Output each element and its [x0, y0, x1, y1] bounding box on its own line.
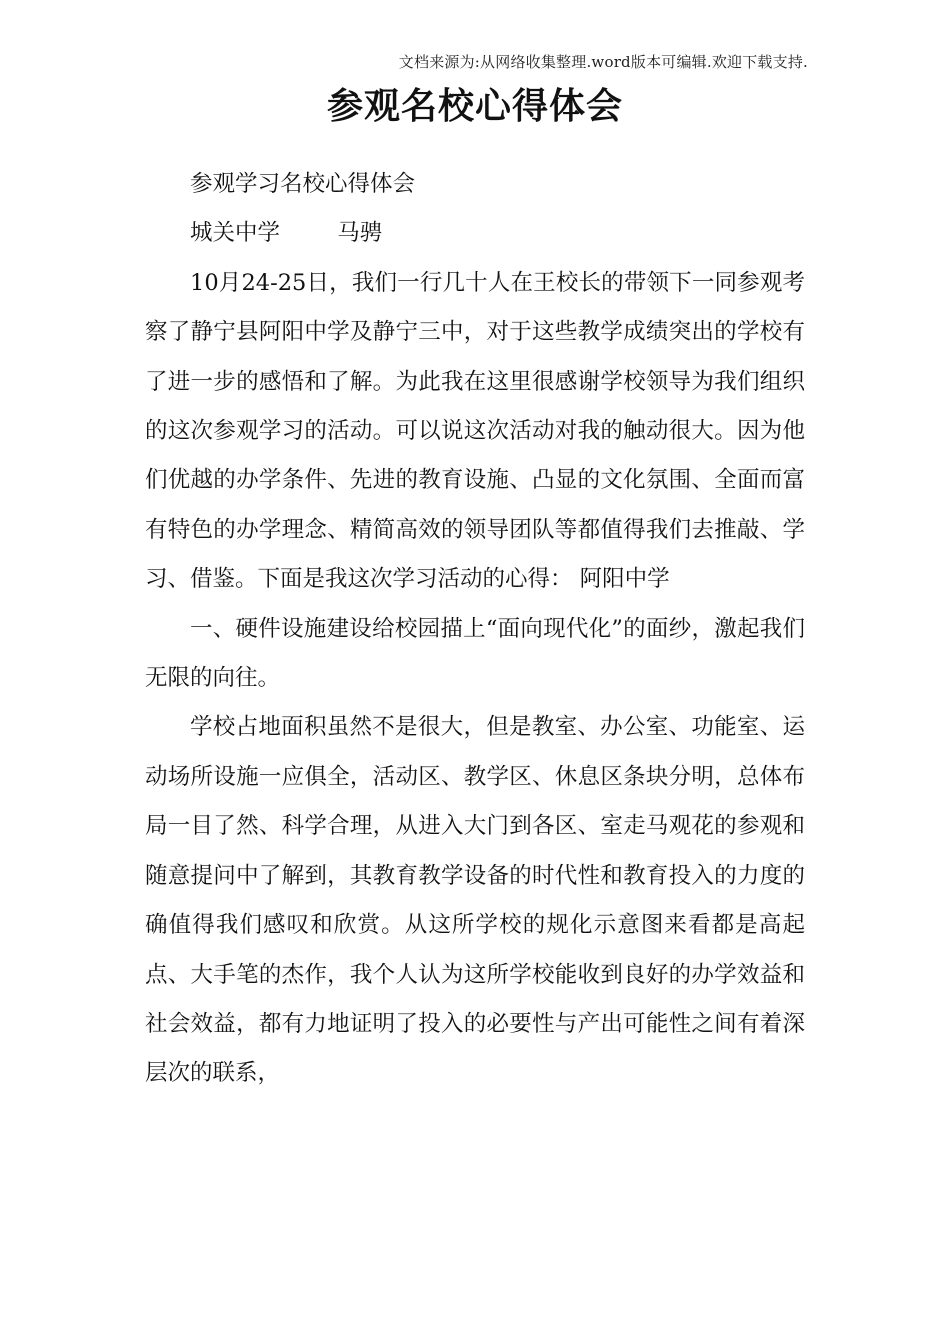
paragraph-2: 一、硬件设施建设给校园描上“面向现代化”的面纱，激起我们无限的向往。	[145, 615, 805, 692]
paragraph-3: 学校占地面积虽然不是很大，但是教室、办公室、功能室、运动场所设施一应俱全，活动区、教学区、休息区条块分明，总体布局一目了然、科学合理，从进入大门到各区、室走马观花的参观和随意提问中了解到，其教育教学设备的时代性和教育投入的力度的确值得我们感叹和欣赏。从这所学校的规化示意图来看都是高起点、大手笔的杰作，我个人认为这所学校能收到良好的办学效益和社会效益，都有力地证明了投入的必要性与产出可能性之间有着深层次的联系，	[145, 714, 805, 1087]
author-line: 城关中学 马骋	[190, 220, 383, 247]
subtitle: 参观学习名校心得体会	[190, 171, 416, 197]
page-title: 参观名校心得体会	[326, 86, 623, 127]
document-body	[145, 160, 805, 1099]
paragraph-1: 10月24-25日，我们一行几十人在王校长的带领下一同参观考察了静宁县阿阳中学及静宁三中，对于这些教学成绩突出的学校有了进一步的感悟和了解。为此我在这里很感谢学校领导为我们组织的这次参观学习的活动。可以说这次活动对我的触动很大。因为他们优越的办学条件、先进的教育设施、凸显的文化氛围、全面而富有特色的办学理念、精简高效的领导团队等都值得我们去推敲、学习、借鉴。下面是我这次学习活动的心得： 阿阳中学	[145, 269, 805, 593]
header-note: 文档来源为:从网络收集整理.word版本可编辑.欢迎下载支持.	[398, 53, 808, 71]
